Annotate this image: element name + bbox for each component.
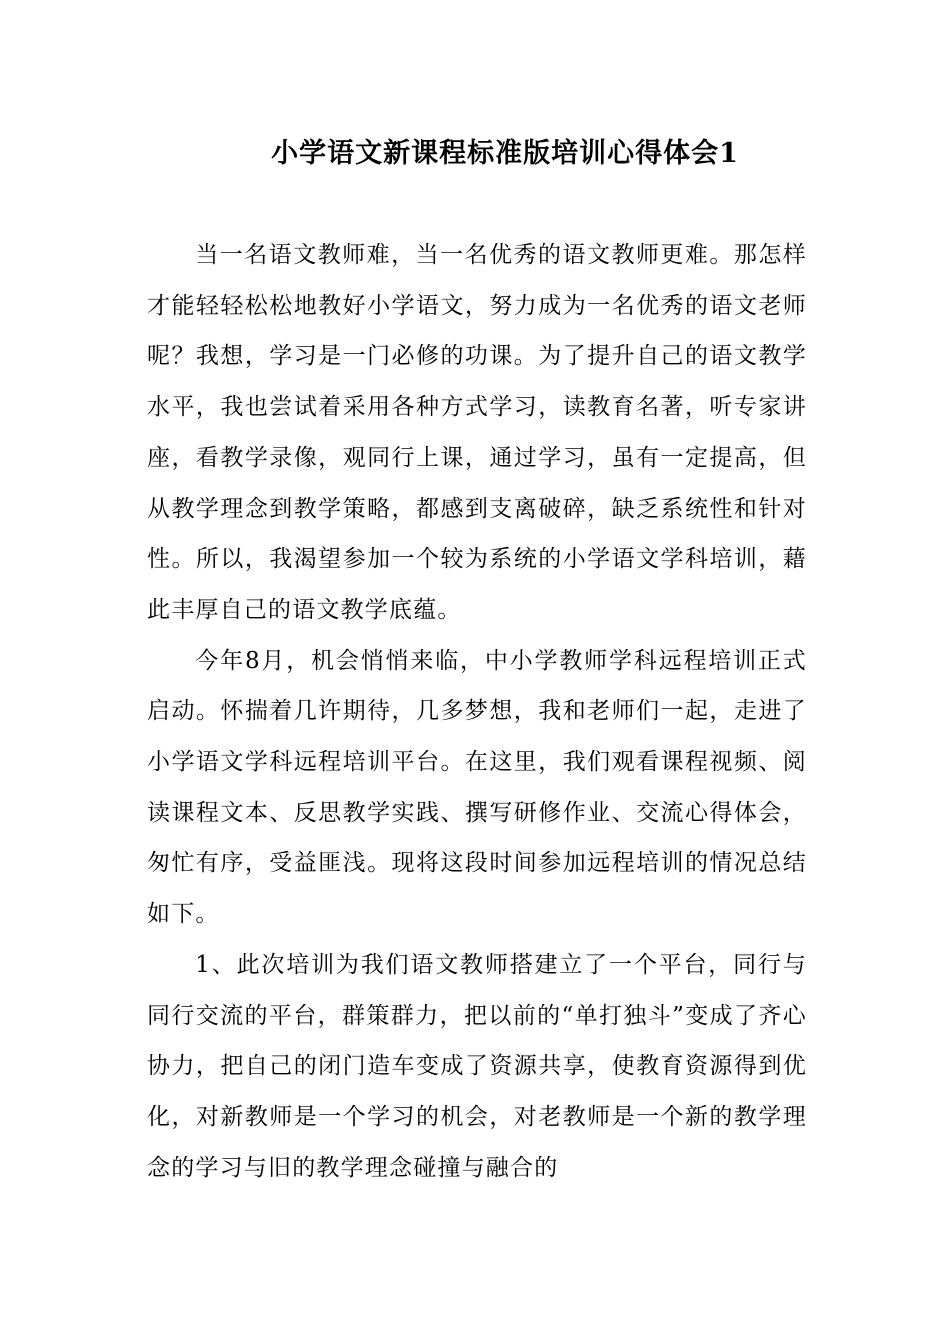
paragraph-3: 1、此次培训为我们语文教师搭建立了一个平台，同行与同行交流的平台，群策群力，把以前的“单打独斗”变成了齐心协力，把自己的闭门造车变成了资源共享，使教育资源得到优化，对新教师是一个学习的机会，对老教师是一个新的教学理念的学习与旧的教学理念碰撞与融合的: [147, 951, 807, 1181]
paragraph-2: 今年8月，机会悄悄来临，中小学教师学科远程培训正式启动。怀揣着几许期待，几多梦想，我和老师们一起，走进了小学语文学科远程培训平台。在这里，我们观看课程视频、阅读课程文本、反思教学实践、撰写研修作业、交流心得体会，匆忙有序，受益匪浅。现将这段时间参加远程培训的情况总结如下。: [147, 647, 807, 928]
document-title: 小学语文新课程标准版培训心得体会1: [271, 138, 739, 169]
document-body: [147, 230, 807, 1193]
paragraph-1: 当一名语文教师难，当一名优秀的语文教师更难。那怎样才能轻轻松松地教好小学语文，努力成为一名优秀的语文老师呢？我想，学习是一门必修的功课。为了提升自己的语文教学水平，我也尝试着采用各种方式学习，读教育名著，听专家讲座，看教学录像，观同行上课，通过学习，虽有一定提高，但从教学理念到教学策略，都感到支离破碎，缺乏系统性和针对性。所以，我渴望参加一个较为系统的小学语文学科培训，藉此丰厚自己的语文教学底蕴。: [147, 242, 807, 623]
